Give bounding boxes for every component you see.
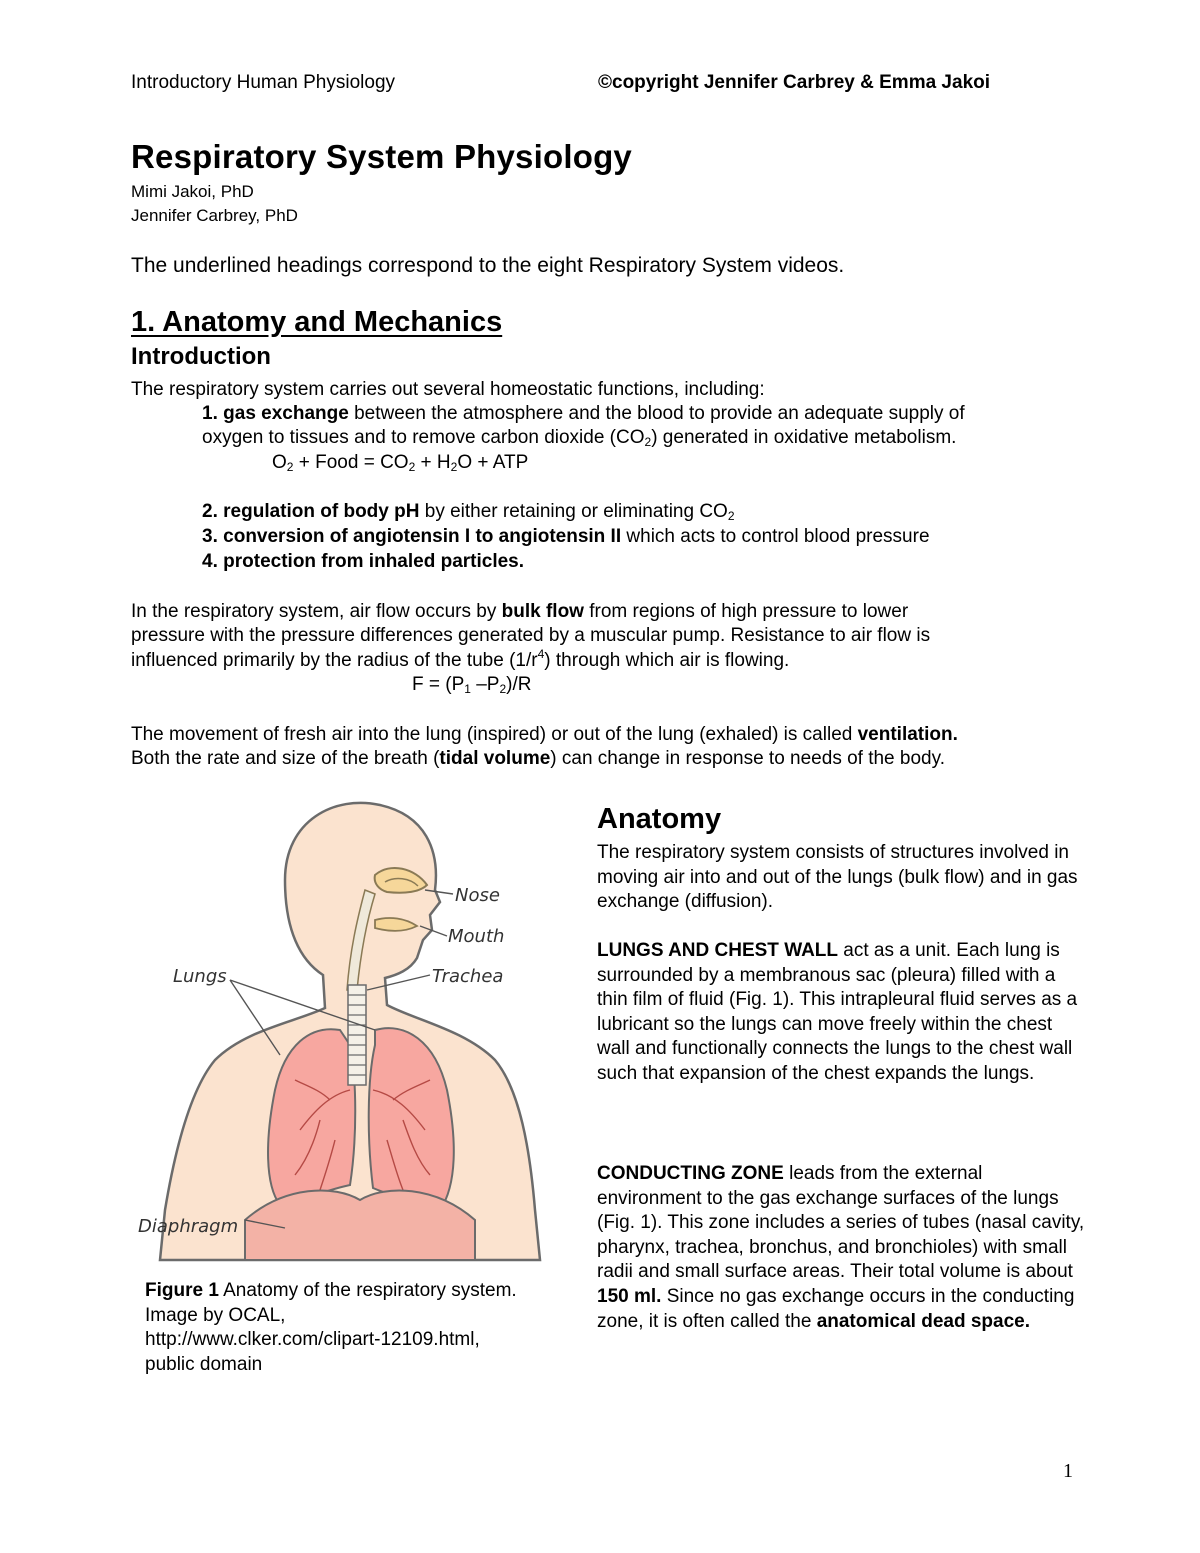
function-item-2: 2. regulation of body pH by either retaining or eliminating $CO_2$	[202, 501, 735, 523]
label-lungs: Lungs	[173, 966, 227, 987]
anatomy-paragraph-2: LUNGS AND CHEST WALL act as a unit. Each lung is surrounded by a membranous sac (pleura) filled with a thin film of fluid (Fig. 1). This intrapleural fluid serves as a lubricant so the lungs can move freely within the chest wall and functionally connects the lungs to the chest wall such that expansion of the chest expands the lungs.	[597, 940, 1078, 1084]
subsection-heading: Introduction	[131, 343, 271, 370]
ventilation-line-2: Both the rate and size of the breath (tidal volume) can change in response to needs of the body.	[131, 748, 945, 769]
intro-paragraph: The underlined headings correspond to the eight Respiratory System videos.	[131, 254, 845, 277]
author-1: Mimi Jakoi, PhD	[131, 182, 254, 201]
function-item-1-line-a: 1. gas exchange between the atmosphere and the blood to provide an adequate supply of	[202, 403, 965, 424]
function-item-3: 3. conversion of angiotensin I to angiotensin II which acts to control blood pressure	[202, 526, 930, 547]
running-header-left: Introductory Human Physiology	[131, 72, 396, 93]
section-heading: 1. Anatomy and Mechanics	[131, 306, 503, 338]
running-header-right: ©copyright Jennifer Carbrey & Emma Jakoi	[598, 72, 991, 93]
author-2: Jennifer Carbrey, PhD	[131, 206, 298, 225]
diaphragm-shape	[245, 1190, 475, 1260]
equation-metabolism: $O_2$ + Food = $CO_2 + H_2O$ + ATP	[272, 452, 529, 474]
anatomy-paragraph-1: The respiratory system consists of structures involved in moving air into and out of the lungs (bulk flow) and in gas exchange (diffusion).	[597, 842, 1078, 913]
equation-flow: $F = (P_1$ $-P_2)/R$	[412, 674, 532, 696]
label-nose: Nose	[455, 885, 500, 906]
bulk-flow-line-2: pressure with the pressure differences generated by a muscular pump. Resistance to air flow is	[131, 625, 931, 646]
bulk-flow-line-1: In the respiratory system, air flow occurs by bulk flow from regions of high pressure to lower	[131, 601, 909, 622]
document-title: Respiratory System Physiology	[131, 138, 632, 175]
page-number: 1	[1063, 1460, 1073, 1482]
ventilation-line-1: The movement of fresh air into the lung (inspired) or out of the lung (exhaled) is called ventilation.	[131, 724, 958, 745]
anatomy-heading: Anatomy	[597, 803, 722, 835]
label-diaphragm: Diaphragm	[138, 1216, 239, 1237]
anatomy-paragraph-3: CONDUCTING ZONE leads from the external environment to the gas exchange surfaces of the lungs (Fig. 1). This zone includes a series of tubes (nasal cavity, pharynx, trachea, bronchus, and bronchioles) with small radii and small surface areas. Their total volume is about 150 ml. Since no gas exchange occurs in the conducting zone, it is often called the anatomical dead space.	[597, 1163, 1085, 1332]
functions-lead: The respiratory system carries out several homeostatic functions, including:	[131, 379, 765, 400]
figure-caption: Figure 1 Anatomy of the respiratory system. Image by OCAL, http://www.clker.com/clipart-12109.html, public domain	[145, 1280, 517, 1375]
label-mouth: Mouth	[448, 926, 505, 947]
function-item-1-line-b: oxygen to tissues and to remove carbon dioxide $(CO_2)$ generated in oxidative metabolism.	[202, 427, 957, 449]
function-item-4: 4. protection from inhaled particles.	[202, 551, 525, 572]
bulk-flow-line-3: influenced primarily by the radius of the tube $(1/r^4)$ through which air is flowing.	[131, 647, 790, 671]
respiratory-anatomy-figure	[135, 790, 565, 1270]
label-trachea: Trachea	[432, 966, 504, 987]
